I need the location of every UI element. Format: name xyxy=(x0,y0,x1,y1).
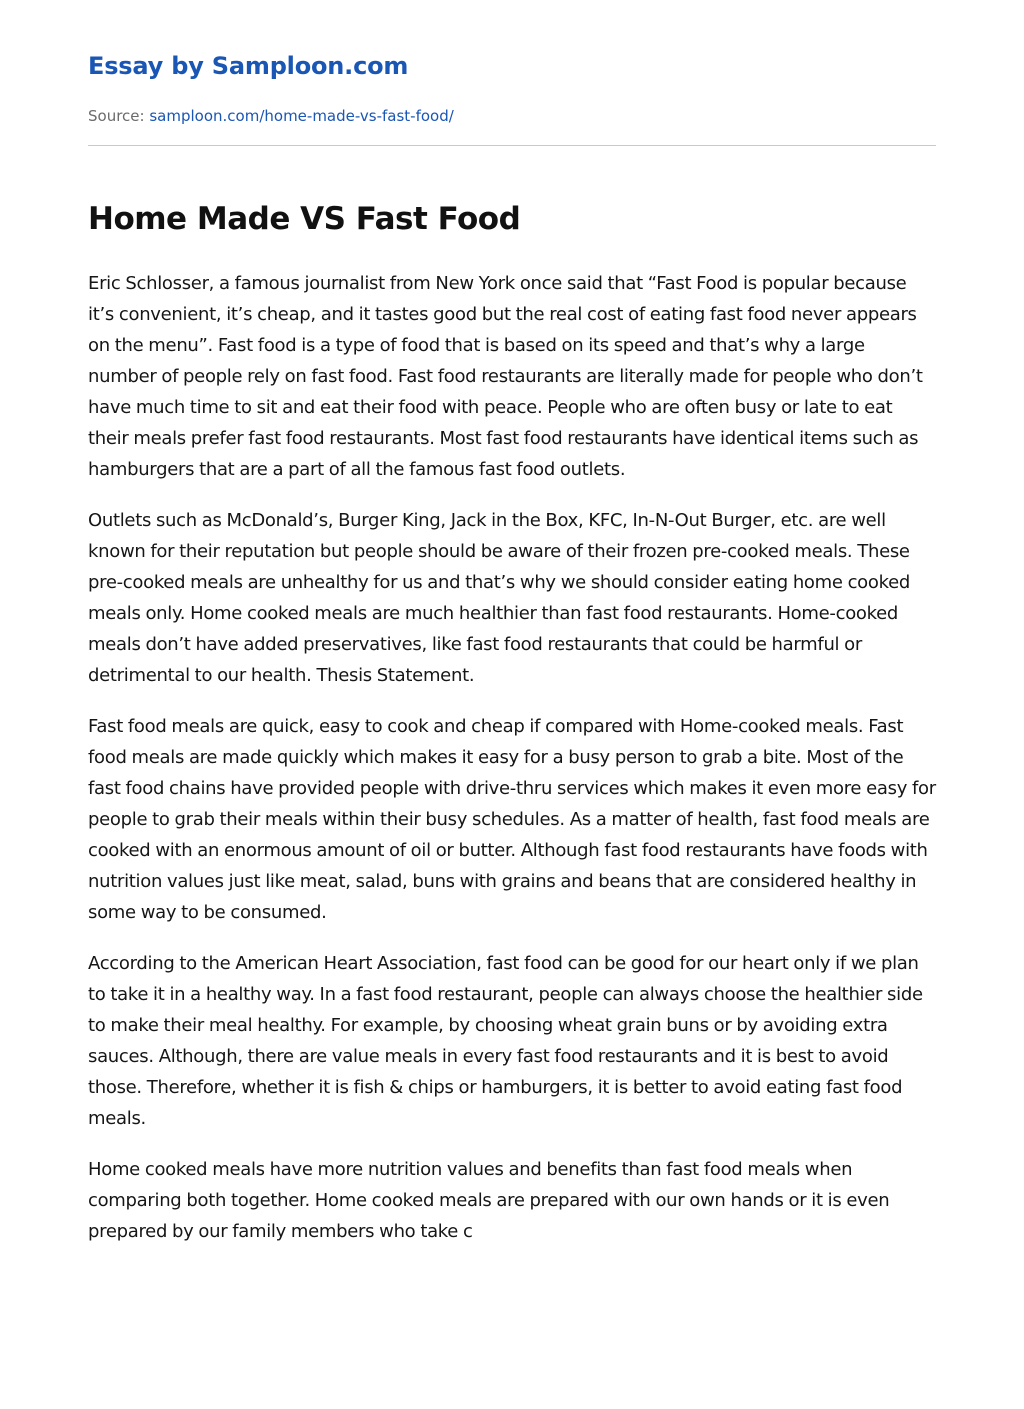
essay-body xyxy=(88,268,936,1267)
source-link[interactable]: samploon.com/home-made-vs-fast-food/ xyxy=(149,107,454,125)
essay-paragraph: Eric Schlosser, a famous journalist from New York once said that “Fast Food is popular because it’s convenient, it’s cheap, and it tastes good but the real cost of eating fast food never appears on the menu”. Fast food is a type of food that is based on its speed and that’s why a large number of people rely on fast food. Fast food restaurants are literally made for people who don’t have much time to sit and eat their food with peace. People who are often busy or late to eat their meals prefer fast food restaurants. Most fast food restaurants have identical items such as hamburgers that are a part of all the famous fast food outlets. xyxy=(88,273,923,480)
essay-paragraph: According to the American Heart Association, fast food can be good for our heart only if we plan to take it in a healthy way. In a fast food restaurant, people can always choose the healthier side to make their meal healthy. For example, by choosing wheat grain buns or by avoiding extra sauces. Although, there are value meals in every fast food restaurants and it is best to avoid those. Therefore, whether it is fish & chips or hamburgers, it is better to avoid eating fast food meals. xyxy=(88,953,923,1129)
essay-paragraph: Fast food meals are quick, easy to cook and cheap if compared with Home-cooked meals. Fast food meals are made quickly which makes it easy for a busy person to grab a bite. Most of the fast food chains have provided people with drive-thru services which makes it even more easy for people to grab their meals within their busy schedules. As a matter of health, fast food meals are cooked with an enormous amount of oil or butter. Although fast food restaurants have foods with nutrition values just like meat, salad, buns with grains and beans that are considered healthy in some way to be consumed. xyxy=(88,716,936,923)
essay-title: Home Made VS Fast Food xyxy=(88,201,521,237)
site-brand[interactable]: Essay by Samploon.com xyxy=(88,52,409,80)
header-divider xyxy=(88,145,936,146)
source-label: Source: xyxy=(88,107,145,125)
essay-paragraph: Outlets such as McDonald’s, Burger King, Jack in the Box, KFC, In-N-Out Burger, etc. are well known for their reputation but people should be aware of their frozen pre-cooked meals. These pre-cooked meals are unhealthy for us and that’s why we should consider eating home cooked meals only. Home cooked meals are much healthier than fast food restaurants. Home-cooked meals don’t have added preservatives, like fast food restaurants that could be harmful or detrimental to our health. Thesis Statement. xyxy=(88,510,910,686)
essay-paragraph: Home cooked meals have more nutrition values and benefits than fast food meals when comparing both together. Home cooked meals are prepared with our own hands or it is even prepared by our family members who take c xyxy=(88,1159,890,1242)
source-line xyxy=(88,107,454,125)
